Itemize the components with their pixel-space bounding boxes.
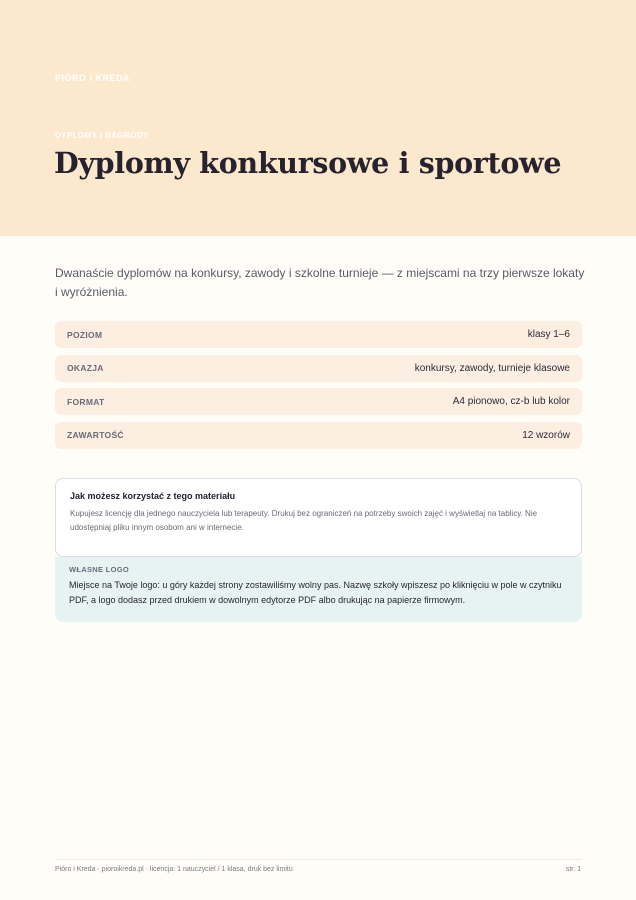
spec-label: ZAWARTOŚĆ — [67, 430, 124, 440]
logo-info-title: WŁASNE LOGO — [69, 565, 129, 574]
spec-row-occasion — [55, 355, 582, 382]
footer-info: Pióro i Kreda · pioroikreda.pl · licencja: 1 nauczyciel / 1 klasa, druk bez limitu — [55, 866, 293, 873]
license-box — [55, 478, 582, 557]
spec-list — [55, 321, 582, 455]
license-text: Kupujesz licencję dla jednego nauczyciela lub terapeuty. Drukuj bez ograniczeń na potrzeby swoich zajęć i wyświetlaj na tablicy. Nie udostępniaj pliku innym osobom ani w internecie. — [70, 509, 538, 532]
page-number: str. 1 — [565, 866, 581, 873]
license-title: Jak możesz korzystać z tego materiału — [70, 491, 236, 501]
spec-label: OKAZJA — [67, 363, 104, 373]
spec-row-format — [55, 388, 582, 415]
logo-info-text: Miejsce na Twoje logo: u góry każdej strony zostawiliśmy wolny pas. Nazwę szkoły wpiszesz po kliknięciu w pole w czytniku PDF, a logo dodasz przed drukiem w dowolnym edytorze PDF albo drukując na papierze firmowym. — [69, 580, 562, 605]
section-kicker: DYPLOMY I NAGRODY — [55, 131, 149, 140]
brand-name: PIÓRO I KREDA — [55, 73, 131, 83]
spec-label: FORMAT — [67, 396, 105, 407]
logo-info-box — [55, 557, 582, 622]
spec-value: klasy 1–6 — [527, 329, 570, 340]
spec-row-level — [55, 321, 582, 348]
spec-row-contents — [55, 422, 582, 449]
spec-value: A4 pionowo, cz-b lub kolor — [452, 396, 570, 407]
spec-value: 12 wzorów — [522, 429, 570, 441]
intro-text: Dwanaście dyplomów na konkursy, zawody i szkolne turnieje — z miejscami na trzy pierwsze lokaty i wyróżnienia. — [55, 266, 585, 299]
page-header — [0, 0, 636, 236]
page-title: Dyplomy konkursowe i sportowe — [54, 146, 562, 180]
spec-label: POZIOM — [67, 329, 103, 340]
footer-divider — [55, 859, 582, 860]
spec-value: konkursy, zawody, turnieje klasowe — [414, 362, 570, 374]
